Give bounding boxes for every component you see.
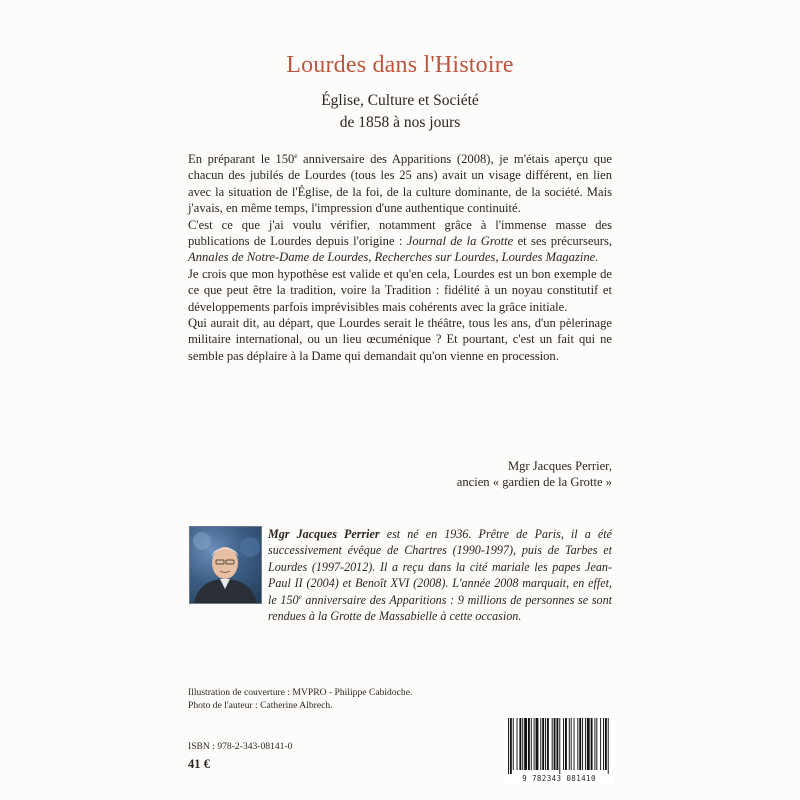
barcode-bar <box>542 718 544 770</box>
signature-role: ancien « gardien de la Grotte » <box>456 475 612 490</box>
barcode-bar <box>547 718 549 770</box>
price-text: 41 € <box>188 757 210 771</box>
barcode-bar <box>574 718 575 770</box>
credits <box>188 686 412 712</box>
cover-credit: Illustration de couverture : MVPRO - Philippe Cabidoche. <box>188 687 413 698</box>
subtitle-line-1: Église, Culture et Société <box>321 92 479 109</box>
barcode-digits: 9 782343 081410 <box>522 774 596 783</box>
barcode-bar <box>534 718 535 770</box>
barcode-bar <box>522 718 523 770</box>
barcode-bar <box>524 718 527 770</box>
barcode-bar <box>585 718 586 770</box>
barcode-bar <box>577 718 578 770</box>
author-photo <box>189 526 262 604</box>
author-portrait-image <box>190 527 261 603</box>
author-bio <box>268 526 612 624</box>
book-title: Lourdes dans l'Histoire <box>286 52 514 78</box>
isbn-text: ISBN : 978-2-343-08141-0 <box>188 741 293 752</box>
barcode-bar <box>540 718 541 770</box>
barcode-bar <box>569 718 570 770</box>
barcode-bar <box>605 718 607 770</box>
barcode-bar <box>508 718 509 774</box>
barcode-bar <box>582 718 583 770</box>
barcode-bar <box>587 718 590 770</box>
photo-credit: Photo de l'auteur : Catherine Albrech. <box>188 700 333 711</box>
barcode-bar <box>571 718 572 770</box>
signature-name: Mgr Jacques Perrier, <box>507 459 612 473</box>
blurb-paragraph-3: Je crois que mon hypothèse est valide et qu'en cela, Lourdes est un bon exemple de ce que peut être la tradition, voire la Tradition : fidélité à un noyau constitutif et développements parfois imprévisibles mais cohérents avec la grâce initiale. <box>188 266 612 314</box>
barcode-bar <box>554 718 556 770</box>
barcode-bar <box>545 718 546 770</box>
author-bio-name: Mgr Jacques Perrier <box>268 527 380 541</box>
barcode-bar <box>608 718 609 774</box>
barcode-bar <box>510 718 512 774</box>
barcode-bar <box>556 718 558 770</box>
barcode-bar <box>513 718 514 770</box>
barcode-bar <box>559 718 560 774</box>
barcode-bar <box>536 718 539 770</box>
barcode-bar <box>603 718 604 770</box>
barcode-bar <box>594 718 595 770</box>
barcode-bar <box>579 718 581 770</box>
barcode-bar <box>519 718 521 770</box>
barcode-bar <box>517 718 518 770</box>
barcode-bar <box>563 718 564 770</box>
barcode-bar <box>600 718 601 770</box>
barcode-bar <box>596 718 597 770</box>
subtitle-line-2: de 1858 à nos jours <box>339 114 461 131</box>
author-bio-paragraph: Mgr Jacques Perrier est né en 1936. Prêtre de Paris, il a été successivement évêque de Chartres (1990-1997), puis de Tarbes et Lourdes (1997-2012). Il a reçu dans la cité mariale les papes Jean-Paul II (2004) et Benoît XVI (2008). L'année 2008 marquait, en effet, le 150e anniversaire des Apparitions : 9 millions de personnes se sont rendues à la Grotte de Massabielle à cette occasion. <box>268 527 612 624</box>
barcode-bar <box>591 718 593 770</box>
blurb-text <box>188 151 612 364</box>
blurb-paragraph-1: En préparant le 150e anniversaire des Apparitions (2008), je m'étais aperçu que chacun des jubilés de Lourdes (tous les 25 ans) avait un visage différent, en lien avec la situation de l'Église, de la foi, de la culture dominante, de la société. Mais j'avais, en même temps, l'impression d'une authentique continuité. <box>188 151 612 216</box>
barcode-bar <box>565 718 567 770</box>
blurb-paragraph-2: C'est ce que j'ai voulu vérifier, notamment grâce à l'immense masse des publications de Lourdes depuis l'origine : Journal de la Grotte et ses précurseurs, Annales de Notre-Dame de Lourdes, Recherches sur Lourdes, Lourdes Magazine. <box>188 217 613 265</box>
barcode-bar <box>531 718 532 770</box>
blurb-signature <box>430 458 612 491</box>
barcode-bar <box>552 718 553 770</box>
book-subtitle <box>0 90 800 134</box>
blurb-paragraph-4: Qui aurait dit, au départ, que Lourdes serait le théâtre, tous les ans, d'un pèlerinage militaire international, ou un lieu œcuménique ? Et pourtant, c'est un fait qui ne semble pas déplaire à la Dame qui demandait qu'on vienne en procession. <box>188 316 612 363</box>
barcode-bar <box>528 718 530 770</box>
barcode-bars <box>504 716 614 774</box>
